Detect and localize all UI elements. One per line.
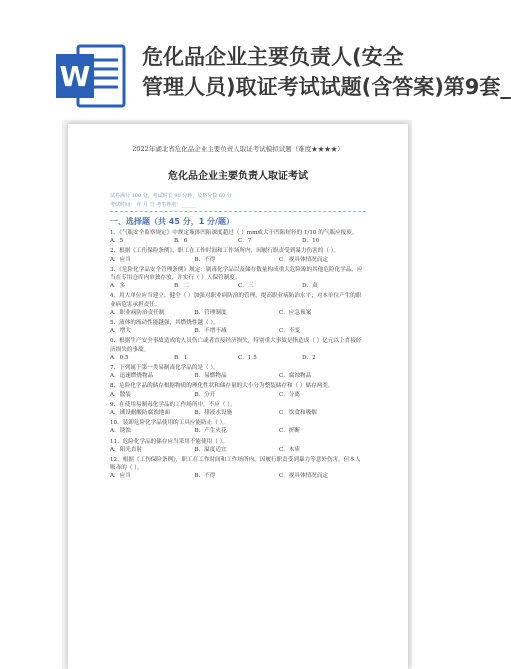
question-options xyxy=(110,256,366,264)
option: A．迅速燃烧物品 xyxy=(110,373,154,380)
question-text: 2、根据《工伤保险条例》，职工在工作时间和工作场所内，因履行职责受到暴力伤害的（ ）。 xyxy=(110,248,340,255)
exam-meta-score: 试卷满分 100 分，考试时长 90 分钟，及格分数 60 分 xyxy=(110,193,232,199)
question-options xyxy=(110,409,366,417)
option: A．5 xyxy=(110,238,124,245)
document-preview[interactable] xyxy=(68,124,408,669)
question-text: 6、根据生产安全事故造成的人员伤亡或者直接经济损失，特别重大事故是指造成（ ）亿元以上直接经济损失的事故。 xyxy=(110,338,362,353)
question-text: 10、装卸危险化学品使用的工具应能防止（ ）。 xyxy=(110,420,228,427)
option: B．二 xyxy=(174,283,190,290)
question-options xyxy=(110,327,366,335)
option: C．分离 xyxy=(278,391,300,398)
option: A．应当 xyxy=(110,256,131,263)
question-text: 3、《危险化学品安全管理条例》规定：剧毒化学品以及储存数量构成重大危险源的其他危险化学品，应当在专用仓库内单独存放，并实行（ ）人保管制度。 xyxy=(110,266,363,282)
header xyxy=(0,0,511,110)
option: C．三 xyxy=(238,283,254,290)
option: D．双 xyxy=(302,283,318,290)
option: C．不变 xyxy=(278,328,300,335)
option: C．腐蚀物品 xyxy=(278,373,312,380)
option: D．2 xyxy=(302,354,316,361)
option: C．木质 xyxy=(278,446,300,453)
option: B．易燃物品 xyxy=(194,373,227,380)
title-line-1: 危化品企业主要负责人(安全 xyxy=(142,45,404,69)
exam-meta-info: 考试时间： 年 月 日 考生姓名：______ xyxy=(110,202,197,208)
option: C．7 xyxy=(238,238,252,245)
option: A．应当 xyxy=(110,473,131,480)
question-text: 8、危险化学品的储存根据物质的理化性状和储存量的大小分为整装储存和（ ）储存两类。 xyxy=(110,383,334,390)
question-options xyxy=(110,372,366,380)
title-line-2: 管理人员)取证考试试题(含答案)第9套_ xyxy=(142,75,511,99)
question-text: 4、用人单位应当建立、健全（ ）加强对职业病防治的管理，提高职业病防治水平；对本单位产生的职业病危害承担责任。 xyxy=(110,293,362,308)
option: B．温度适宜 xyxy=(194,446,227,453)
document-title[interactable] xyxy=(142,42,511,102)
option: A．阳光直射 xyxy=(110,446,143,453)
question-options xyxy=(110,391,366,399)
exam-header: 2022年湖北省危化品企业主要负责人取证考试模拟试题（难度★★★★） xyxy=(132,145,344,153)
question-options xyxy=(110,354,366,362)
question-text: 9、在使用易制毒化学品的工作场所中，不应（ ）。 xyxy=(110,401,236,408)
option: A．增大 xyxy=(110,328,131,335)
question-text: 5、液体的流动性能越强，其燃烧性越（ ）。 xyxy=(110,320,219,327)
question-options xyxy=(110,237,366,245)
divider xyxy=(110,211,366,212)
question-options xyxy=(110,446,366,454)
question-options xyxy=(110,282,366,290)
option: B．管理制度 xyxy=(194,309,227,316)
question-options xyxy=(110,427,366,435)
section-heading: 一、选择题（共 45 分，1 分/题） xyxy=(110,217,234,226)
option: B．不得 xyxy=(194,256,216,263)
option: B．产生火花 xyxy=(194,428,227,435)
question-text: 11、危险化学品的储存应当采用不能使用（ ）。 xyxy=(110,438,228,445)
word-document-icon xyxy=(54,40,128,112)
option: B．不增不减 xyxy=(194,328,227,335)
question-text: 12、根据《工伤保险条例》，职工在工作时间和工作场所内，因履行职责受到暴力等意外伤害，但本人吸毒的（ ）。 xyxy=(110,457,361,472)
question-options xyxy=(110,309,366,317)
option: B．6 xyxy=(174,238,188,245)
option: A．0.5 xyxy=(110,354,129,361)
option: C．折断 xyxy=(278,428,300,435)
option: C．1.5 xyxy=(238,354,257,361)
option: A．职业病防治责任制 xyxy=(110,309,165,316)
option: B．1 xyxy=(174,354,188,361)
option: A．多 xyxy=(110,283,126,290)
option: C．饮食和吸烟 xyxy=(278,410,317,417)
question-text: 1、《气瓶安全监察规定》中规定瓶体凹陷深度超过（ ）mm或大于凹陷短径的 1/10 的气瓶应报废。 xyxy=(110,230,358,236)
question-text: 7、下列属于第一类易制毒化学品的是（ ）。 xyxy=(110,365,219,372)
option: A．锈蚀 xyxy=(110,428,131,435)
option: C．视具体情况而定 xyxy=(278,256,328,263)
option: D．10 xyxy=(302,238,320,245)
option: A．散装 xyxy=(110,391,131,398)
svg-text:W: W xyxy=(59,60,91,93)
question-options xyxy=(110,472,366,480)
option: B．不得 xyxy=(194,473,216,480)
option: C．应急预案 xyxy=(278,309,312,316)
option: A．铺设耐酸防腐蚀地面 xyxy=(110,410,170,417)
question-list xyxy=(110,229,366,481)
exam-title: 危化品企业主要负责人取证考试 xyxy=(168,171,308,182)
option: C．视具体情况而定 xyxy=(278,473,328,480)
option: B．排液水设施 xyxy=(194,410,233,417)
option: B．分开 xyxy=(194,391,216,398)
